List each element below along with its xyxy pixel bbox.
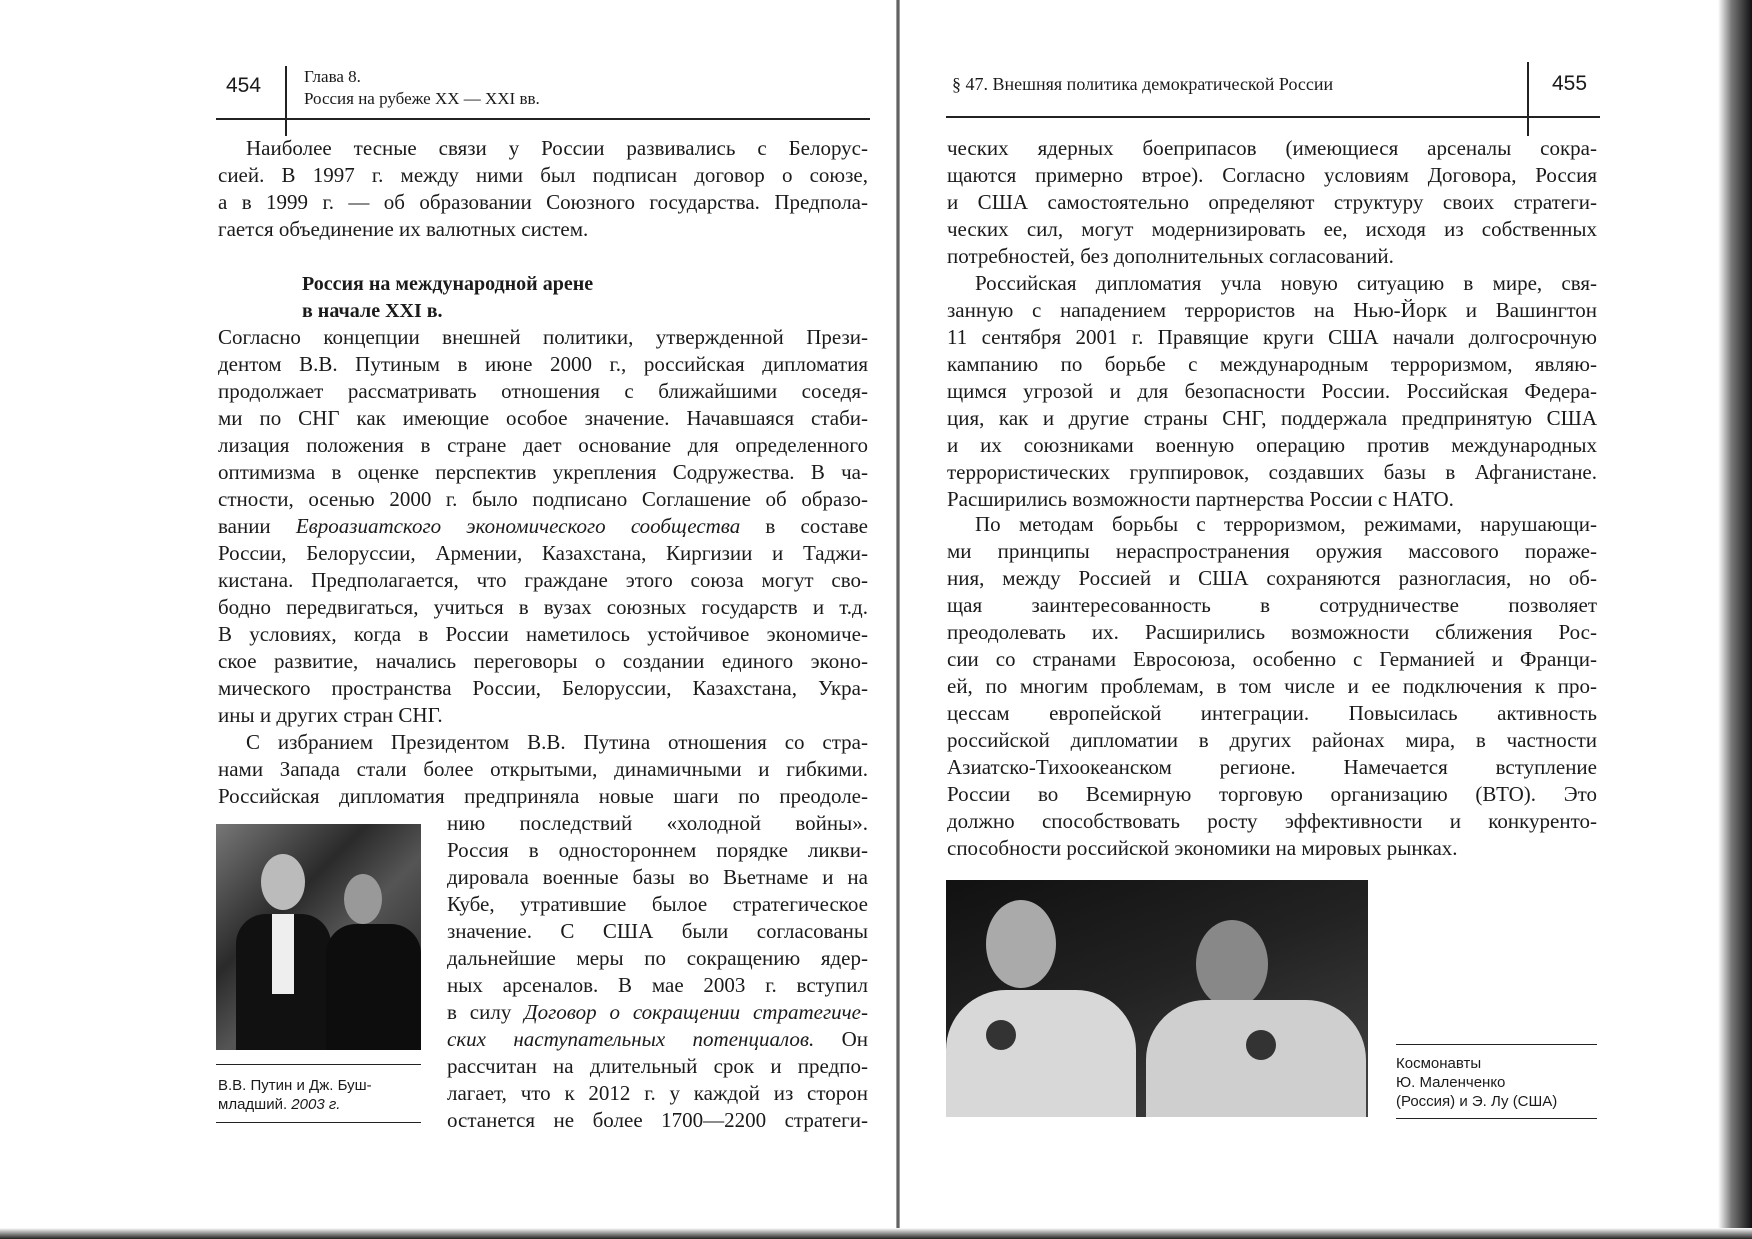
text-segment: ей, по многим проблемам, в том числе и ее подключения к про-: [947, 674, 1597, 698]
text-segment: оптимизма в оценке перспектив укрепления Содружества. В ча-: [218, 460, 868, 484]
text-line: [218, 351, 868, 378]
caption-line: (Россия) и Э. Лу (США): [1396, 1093, 1558, 1110]
page-edge-shadow: [1718, 0, 1752, 1239]
text-line: [447, 1107, 868, 1134]
paragraph-beside-photo: [447, 810, 868, 1134]
text-line: [947, 162, 1597, 189]
text-segment: По методам борьбы с терроризмом, режимами, нарушающи-: [975, 512, 1597, 536]
text-segment: преодолевать их. Расширились возможности сближения Рос-: [947, 620, 1597, 644]
text-segment: сией. В 1997 г. между ними был подписан договор о союзе,: [218, 163, 868, 187]
text-segment: продолжает рассматривать отношения с ближайшими соседя-: [218, 379, 868, 403]
text-segment: рассчитан на длительный срок и предпо-: [447, 1054, 868, 1078]
text-segment: Российская дипломатия предприняла новые шаги по преодоле-: [218, 784, 868, 808]
text-segment: ния, между Россией и США сохраняются разногласия, но об-: [947, 566, 1597, 590]
text-segment: значение. С США были согласованы: [447, 919, 868, 943]
caption-year: 2003 г.: [291, 1096, 341, 1113]
header-rule-left: [216, 118, 870, 120]
text-segment: должно способствовать росту эффективности и конкуренто-: [947, 809, 1597, 833]
text-segment: Согласно концепции внешней политики, утвержденной Прези-: [218, 325, 868, 349]
text-segment: ческих сил, могут модернизировать ее, исходя из собственных: [947, 217, 1597, 241]
section-title: § 47. Внешняя политика демократической России: [952, 74, 1334, 94]
paragraph: [218, 729, 868, 810]
text-line: [218, 162, 868, 189]
text-segment: потребностей, без дополнительных согласований.: [947, 244, 1394, 268]
italic-term: Договор о сокращении стратегиче-: [524, 1000, 868, 1024]
text-segment: С избранием Президентом В.В. Путина отношения со стра-: [246, 730, 868, 754]
text-segment: вании: [218, 514, 296, 538]
text-segment: а в 1999 г. — об образовании Союзного государства. Предпола-: [218, 190, 868, 214]
chapter-number: Глава 8.: [304, 67, 361, 86]
text-line: [947, 432, 1597, 459]
text-line: [947, 135, 1597, 162]
paragraph: [947, 135, 1597, 270]
text-line: [947, 351, 1597, 378]
text-line: [218, 378, 868, 405]
text-segment: В условиях, когда в России наметилось устойчивое экономиче-: [218, 622, 868, 646]
text-line: [947, 808, 1597, 835]
caption-line: Ю. Маленченко: [1396, 1074, 1506, 1091]
text-segment: щаются примерно втрое). Согласно условиям Договора, Россия: [947, 163, 1597, 187]
paragraph: [218, 324, 868, 729]
text-segment: ных арсеналов. В мае 2003 г. вступил: [447, 973, 868, 997]
text-segment: ция, как и другие страны СНГ, поддержала предпринятую США: [947, 406, 1597, 430]
text-line: [947, 459, 1597, 486]
text-segment: мического пространства России, Белоруссии, Казахстана, Укра-: [218, 676, 868, 700]
text-line: [218, 594, 868, 621]
text-line: [218, 513, 868, 540]
text-line: [447, 837, 868, 864]
text-line: [218, 621, 868, 648]
text-segment: ми принципы нераспространения оружия массового пораже-: [947, 539, 1597, 563]
text-segment: бодно передвигаться, учиться в вузах союзных государств и т.д.: [218, 595, 868, 619]
text-line: [218, 783, 868, 810]
text-line: [218, 648, 868, 675]
text-segment: стности, осенью 2000 г. было подписано Соглашение об образо-: [218, 487, 868, 511]
text-line: [218, 486, 868, 513]
text-line: [947, 270, 1597, 297]
page-number-left: 454: [226, 74, 262, 97]
photo-putin-bush: [216, 824, 421, 1050]
caption-text: младший.: [218, 1096, 292, 1113]
text-segment: 11 сентября 2001 г. Правящие круги США начали долгосрочную: [947, 325, 1597, 349]
caption-line: Космонавты: [1396, 1055, 1482, 1072]
text-line: [218, 432, 868, 459]
text-line: [947, 700, 1597, 727]
text-segment: Азиатско-Тихоокеанском регионе. Намечается вступление: [947, 755, 1597, 779]
page-bottom-edge: [0, 1228, 1752, 1239]
section-heading-line: Россия на международной арене: [302, 273, 594, 295]
text-segment: Россия в одностороннем порядке ликви-: [447, 838, 868, 862]
text-segment: Он: [814, 1027, 868, 1051]
text-segment: нию последствий «холодной войны».: [447, 811, 868, 835]
header-rule-right: [946, 116, 1600, 118]
text-line: [218, 324, 868, 351]
text-line: [947, 511, 1597, 538]
text-line: [218, 756, 868, 783]
text-line: [218, 189, 868, 216]
text-line: [218, 567, 868, 594]
text-segment: сии со странами Евросоюза, особенно с Германией и Франци-: [947, 647, 1597, 671]
text-line: [447, 810, 868, 837]
italic-term: ских наступательных потенциалов.: [447, 1027, 815, 1051]
section-heading: [302, 271, 593, 325]
text-segment: способности российской экономики на мировых рынках.: [947, 836, 1458, 860]
text-line: [947, 673, 1597, 700]
text-line: [447, 945, 868, 972]
text-line: [447, 918, 868, 945]
text-segment: Расширились возможности партнерства России с НАТО.: [947, 487, 1454, 511]
text-segment: России во Всемирную торговую организацию (ВТО). Это: [947, 782, 1597, 806]
text-segment: ческих ядерных боеприпасов (имеющиеся арсеналы сокра-: [947, 136, 1597, 160]
text-line: [947, 619, 1597, 646]
text-line: [947, 216, 1597, 243]
text-segment: террористических группировок, создавших базы в Афганистане.: [947, 460, 1597, 484]
page-number-right: 455: [1552, 72, 1588, 95]
paragraph: [947, 511, 1597, 862]
text-line: [947, 189, 1597, 216]
text-line: [947, 243, 1597, 270]
text-segment: кампанию по борьбе с международным терроризмом, являю-: [947, 352, 1597, 376]
text-segment: дировала военные базы во Вьетнаме и на: [447, 865, 868, 889]
caption-rule: [216, 1122, 421, 1123]
caption-line: [218, 1095, 372, 1114]
text-line: [218, 216, 868, 243]
text-segment: щимся угрозой и для безопасности России. Российская Федера-: [947, 379, 1597, 403]
text-line: [447, 1053, 868, 1080]
italic-term: Евроазиатского экономического сообщества: [295, 514, 741, 538]
text-segment: дентом В.В. Путиным в июне 2000 г., российская дипломатия: [218, 352, 868, 376]
text-line: [947, 592, 1597, 619]
caption-rule: [1396, 1044, 1597, 1045]
text-line: [218, 459, 868, 486]
text-segment: в составе: [740, 514, 868, 538]
text-segment: Российская дипломатия учла новую ситуацию в мире, свя-: [975, 271, 1597, 295]
text-segment: Наиболее тесные связи у России развивались с Белорус-: [246, 136, 868, 160]
text-segment: в силу: [447, 1000, 525, 1024]
text-line: [947, 781, 1597, 808]
text-segment: ское развитие, начались переговоры о создании единого эконо-: [218, 649, 868, 673]
text-segment: ми по СНГ как имеющие особое значение. Начавшаяся стаби-: [218, 406, 868, 430]
text-segment: нами Запада стали более открытыми, динамичными и гибкими.: [218, 757, 868, 781]
text-line: [447, 891, 868, 918]
text-segment: и их союзниками военную операцию против международных: [947, 433, 1597, 457]
text-segment: кистана. Предполагается, что граждане этого союза могут сво-: [218, 568, 868, 592]
text-segment: щая заинтересованность в сотрудничестве позволяет: [947, 593, 1597, 617]
book-gutter: [896, 0, 900, 1239]
text-line: [447, 972, 868, 999]
header-divider: [285, 66, 287, 136]
text-line: [947, 835, 1597, 862]
text-line: [447, 864, 868, 891]
text-line: [947, 324, 1597, 351]
text-line: [218, 405, 868, 432]
text-segment: останется не более 1700—2200 стратеги-: [447, 1108, 868, 1132]
chapter-title: Россия на рубеже XX — XXI вв.: [304, 89, 540, 108]
text-segment: занную с нападением террористов на Нью-Йорк и Вашингтон: [947, 298, 1597, 322]
text-segment: Кубе, утратившие былое стратегическое: [447, 892, 868, 916]
text-line: [447, 1080, 868, 1107]
text-line: [218, 702, 868, 729]
text-segment: дальнейшие меры по сокращению ядер-: [447, 946, 868, 970]
text-line: [947, 646, 1597, 673]
section-heading-line: в начале XXI в.: [302, 300, 443, 322]
photo-caption-right: [1396, 1054, 1557, 1111]
text-line: [947, 754, 1597, 781]
text-segment: лагает, что к 2012 г. у каждой из сторон: [447, 1081, 868, 1105]
text-segment: лизация положения в стране дает основание для определенного: [218, 433, 868, 457]
text-segment: российской дипломатии в других районах мира, в частности: [947, 728, 1597, 752]
caption-rule: [216, 1064, 421, 1065]
text-line: [218, 135, 868, 162]
text-line: [218, 729, 868, 756]
text-segment: гается объединение их валютных систем.: [218, 217, 589, 241]
text-line: [947, 405, 1597, 432]
text-line: [947, 297, 1597, 324]
text-line: [947, 378, 1597, 405]
text-segment: ины и других стран СНГ.: [218, 703, 443, 727]
text-segment: и США самостоятельно определяют структуру своих стратеги-: [947, 190, 1597, 214]
paragraph: [947, 270, 1597, 513]
text-line: [947, 727, 1597, 754]
photo-caption-left: [218, 1076, 372, 1114]
text-segment: России, Белоруссии, Армении, Казахстана, Киргизии и Таджи-: [218, 541, 868, 565]
header-divider: [1527, 62, 1529, 136]
caption-rule: [1396, 1118, 1597, 1119]
text-line: [218, 675, 868, 702]
caption-line: В.В. Путин и Дж. Буш-: [218, 1077, 372, 1094]
photo-cosmonauts: [946, 880, 1368, 1117]
text-line: [947, 565, 1597, 592]
text-line: [947, 538, 1597, 565]
paragraph: [218, 135, 868, 243]
text-line: [947, 486, 1597, 513]
text-line: [218, 540, 868, 567]
text-line: [447, 999, 868, 1026]
text-segment: цессам европейской интеграции. Повысилась активность: [947, 701, 1597, 725]
text-line: [447, 1026, 868, 1053]
